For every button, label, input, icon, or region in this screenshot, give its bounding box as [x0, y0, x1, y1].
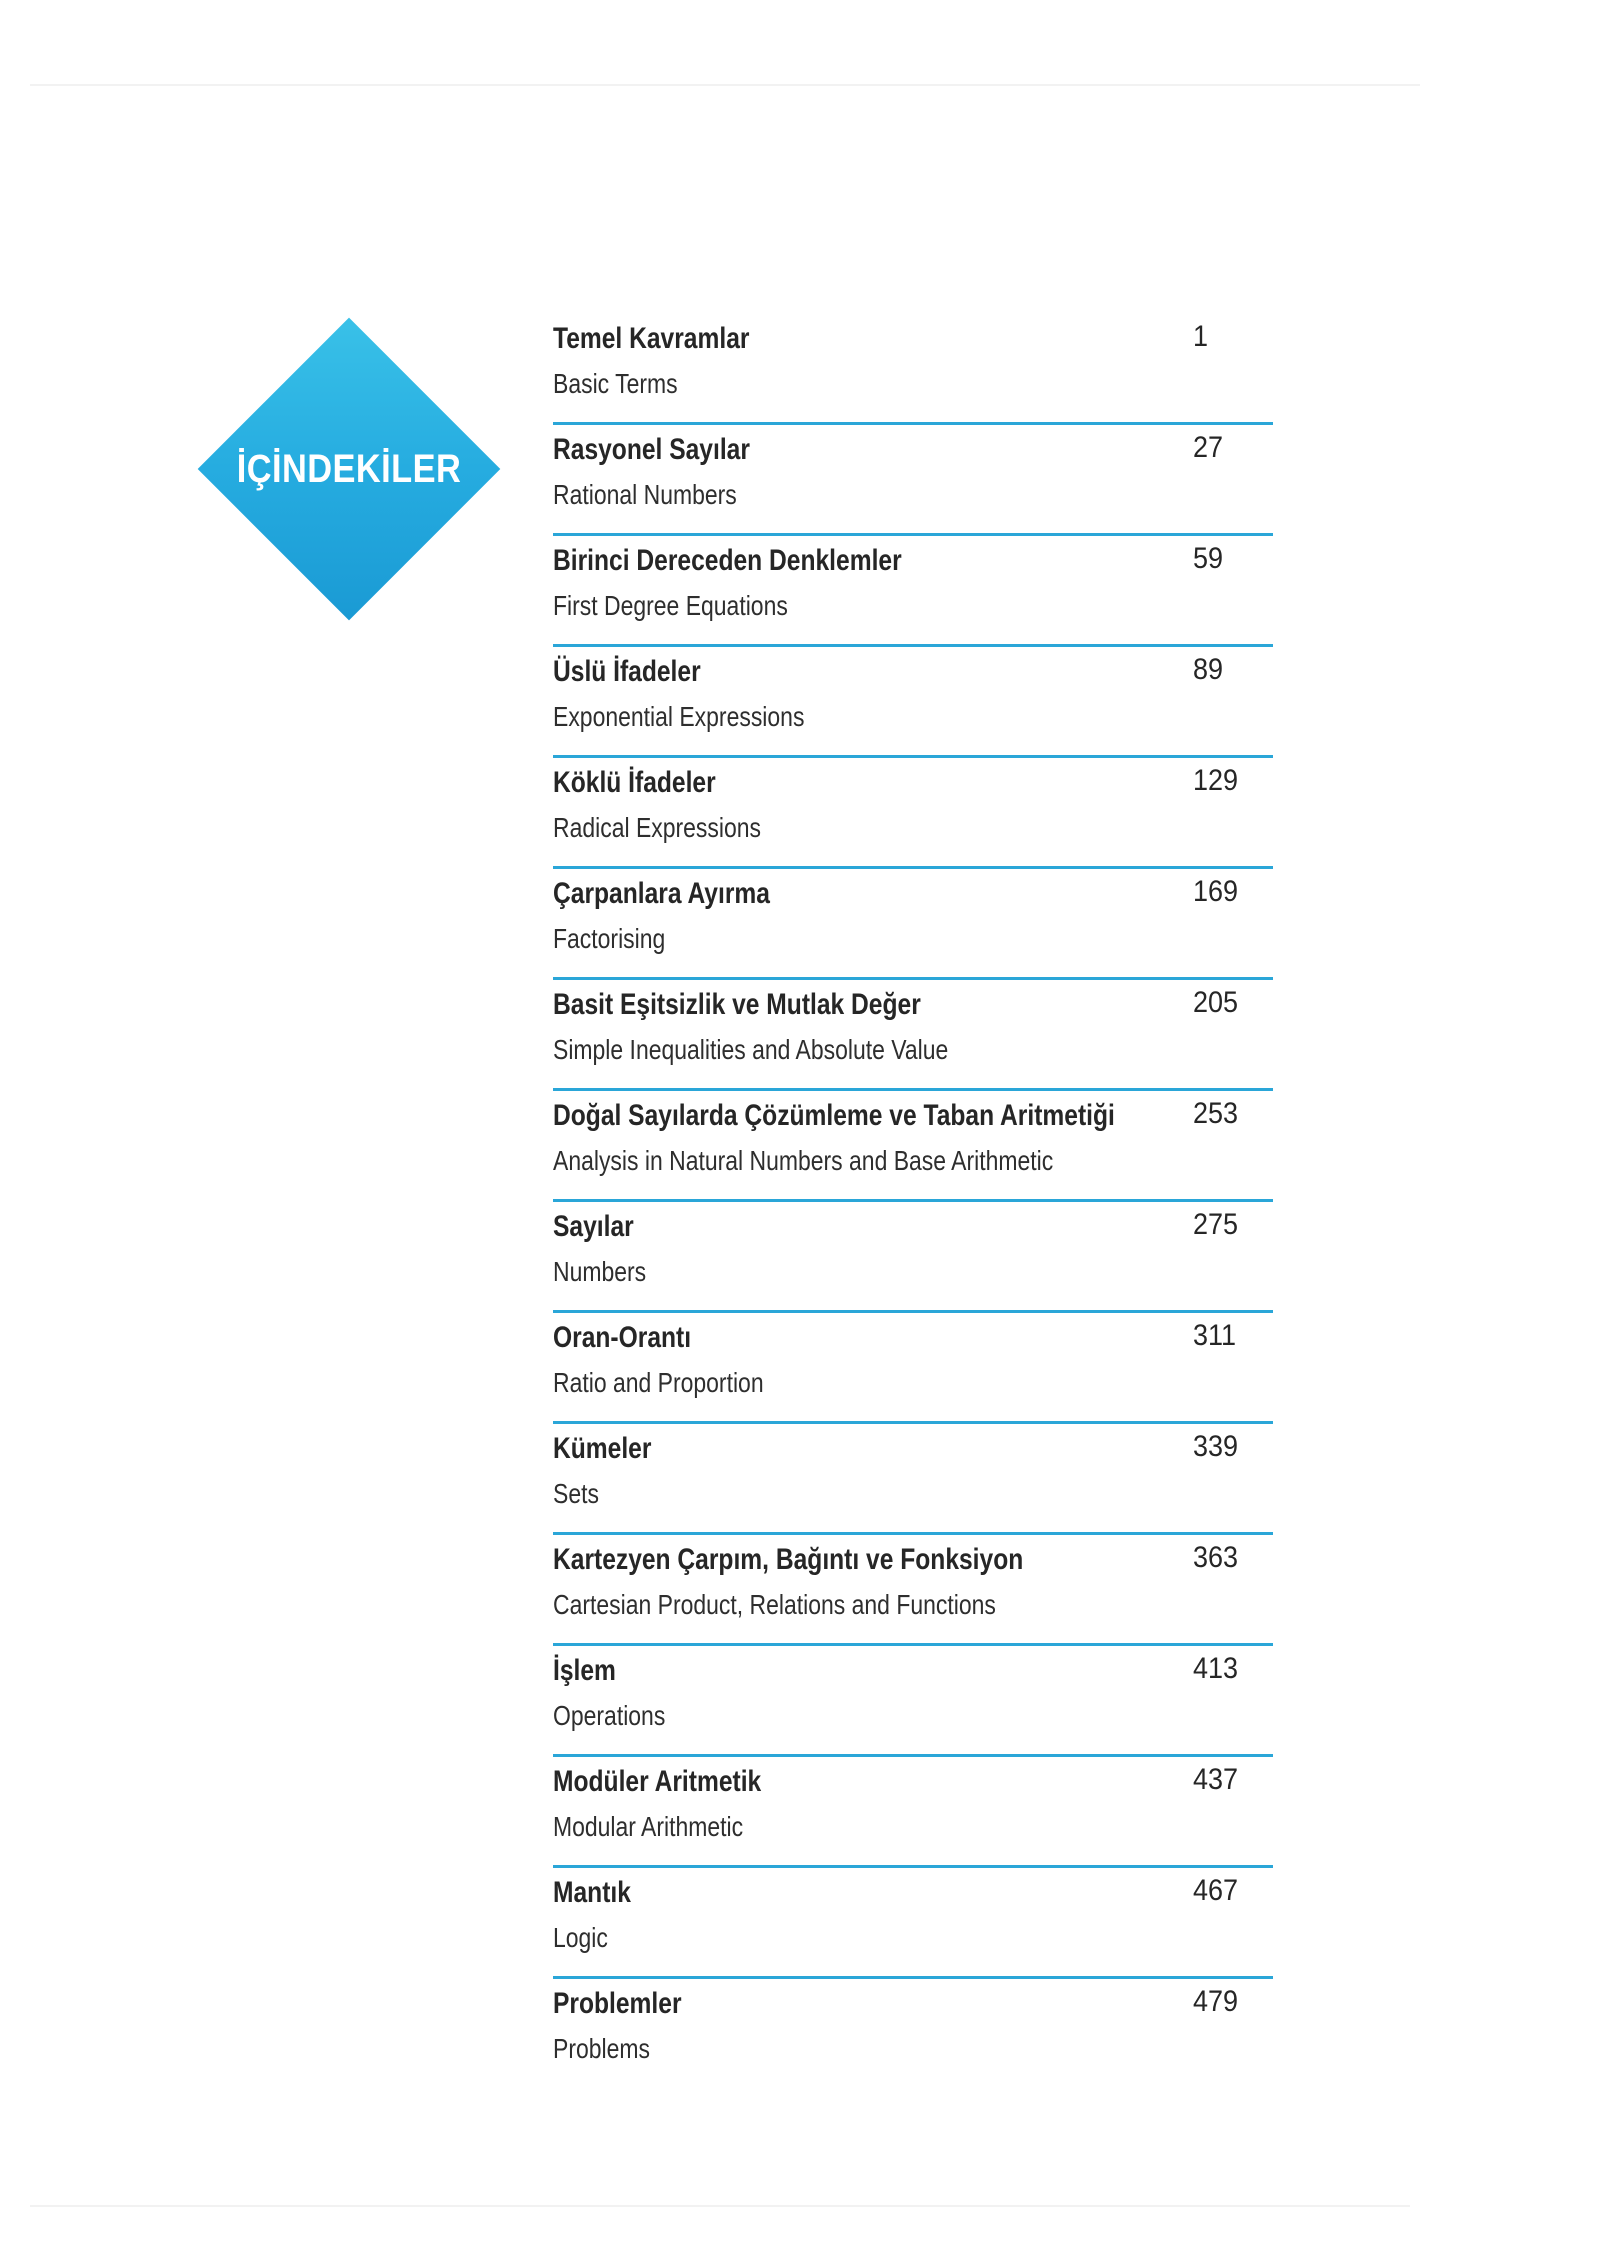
entry-subtitle: First Degree Equations [553, 590, 788, 621]
entry-title: Birinci Dereceden Denklemler [553, 544, 902, 577]
entry-subtitle: Numbers [553, 1256, 647, 1287]
entry-page-number: 311 [1193, 1319, 1237, 1352]
toc-entry[interactable] [553, 1648, 1273, 1759]
entry-subtitle: Analysis in Natural Numbers and Base Arithmetic [553, 1145, 1054, 1176]
entry-page-number: 437 [1193, 1763, 1239, 1796]
divider [553, 1754, 1273, 1757]
toc-entry[interactable] [553, 1981, 1273, 2092]
entry-subtitle: Cartesian Product, Relations and Functions [553, 1589, 996, 1620]
toc-entry[interactable] [553, 1870, 1273, 1981]
entry-page-number: 275 [1193, 1208, 1239, 1241]
divider [553, 1976, 1273, 1979]
entry-page-number: 27 [1193, 431, 1224, 464]
entry-page-number: 1 [1193, 320, 1209, 353]
toc-entry[interactable] [553, 982, 1273, 1093]
divider [553, 422, 1273, 425]
divider [553, 533, 1273, 536]
toc-entry[interactable] [553, 1204, 1273, 1315]
entry-title: Modüler Aritmetik [553, 1765, 762, 1798]
divider [553, 1199, 1273, 1202]
entry-page-number: 253 [1193, 1097, 1239, 1130]
entry-subtitle: Basic Terms [553, 368, 678, 399]
page-title: İÇİNDEKİLER [236, 446, 462, 491]
entry-subtitle: Operations [553, 1700, 666, 1731]
entry-title: Problemler [553, 1987, 682, 2020]
toc-entry[interactable] [553, 871, 1273, 982]
entry-subtitle: Logic [553, 1922, 608, 1953]
divider [553, 1421, 1273, 1424]
divider [553, 644, 1273, 647]
toc-entry[interactable] [553, 1093, 1273, 1204]
entry-title: Rasyonel Sayılar [553, 433, 750, 466]
entry-subtitle: Simple Inequalities and Absolute Value [553, 1034, 949, 1065]
entry-subtitle: Rational Numbers [553, 479, 737, 510]
divider [553, 1865, 1273, 1868]
entry-page-number: 413 [1193, 1652, 1239, 1685]
entry-page-number: 205 [1193, 986, 1239, 1019]
toc-entry[interactable] [553, 760, 1273, 871]
divider [553, 866, 1273, 869]
divider [553, 1532, 1273, 1535]
toc-entry[interactable] [553, 1537, 1273, 1648]
divider [553, 1310, 1273, 1313]
entry-page-number: 59 [1193, 542, 1224, 575]
toc-entry[interactable] [553, 538, 1273, 649]
entry-page-number: 129 [1193, 764, 1239, 797]
entry-title: Mantık [553, 1876, 631, 1909]
entry-subtitle: Factorising [553, 923, 666, 954]
table-of-contents [553, 316, 1273, 2092]
entry-page-number: 169 [1193, 875, 1239, 908]
divider [553, 755, 1273, 758]
entry-title: Üslü İfadeler [553, 655, 701, 688]
entry-page-number: 363 [1193, 1541, 1239, 1574]
toc-entry[interactable] [553, 427, 1273, 538]
entry-subtitle: Problems [553, 2033, 650, 2064]
toc-entry[interactable] [553, 1315, 1273, 1426]
entry-page-number: 89 [1193, 653, 1224, 686]
entry-title: Doğal Sayılarda Çözümleme ve Taban Aritmetiği [553, 1099, 1115, 1132]
entry-page-number: 339 [1193, 1430, 1239, 1463]
toc-entry[interactable] [553, 1759, 1273, 1870]
entry-title: Çarpanlara Ayırma [553, 877, 770, 910]
page-edge-bottom [30, 2205, 1410, 2207]
entry-title: Oran-Orantı [553, 1321, 692, 1354]
toc-entry[interactable] [553, 316, 1273, 427]
entry-page-number: 479 [1193, 1985, 1239, 2018]
entry-title: Temel Kavramlar [553, 322, 750, 355]
entry-title: Sayılar [553, 1210, 634, 1243]
entry-subtitle: Modular Arithmetic [553, 1811, 744, 1842]
entry-title: Kümeler [553, 1432, 652, 1465]
page-edge-top [30, 84, 1420, 86]
entry-page-number: 467 [1193, 1874, 1239, 1907]
entry-title: Köklü İfadeler [553, 766, 716, 799]
entry-subtitle: Sets [553, 1478, 599, 1509]
divider [553, 1088, 1273, 1091]
toc-entry[interactable] [553, 649, 1273, 760]
entry-title: Kartezyen Çarpım, Bağıntı ve Fonksiyon [553, 1543, 1024, 1576]
entry-subtitle: Radical Expressions [553, 812, 762, 843]
entry-title: İşlem [553, 1654, 616, 1687]
divider [553, 1643, 1273, 1646]
toc-entry[interactable] [553, 1426, 1273, 1537]
entry-subtitle: Ratio and Proportion [553, 1367, 764, 1398]
contents-badge [198, 318, 500, 620]
entry-title: Basit Eşitsizlik ve Mutlak Değer [553, 988, 921, 1021]
entry-subtitle: Exponential Expressions [553, 701, 805, 732]
divider [553, 977, 1273, 980]
